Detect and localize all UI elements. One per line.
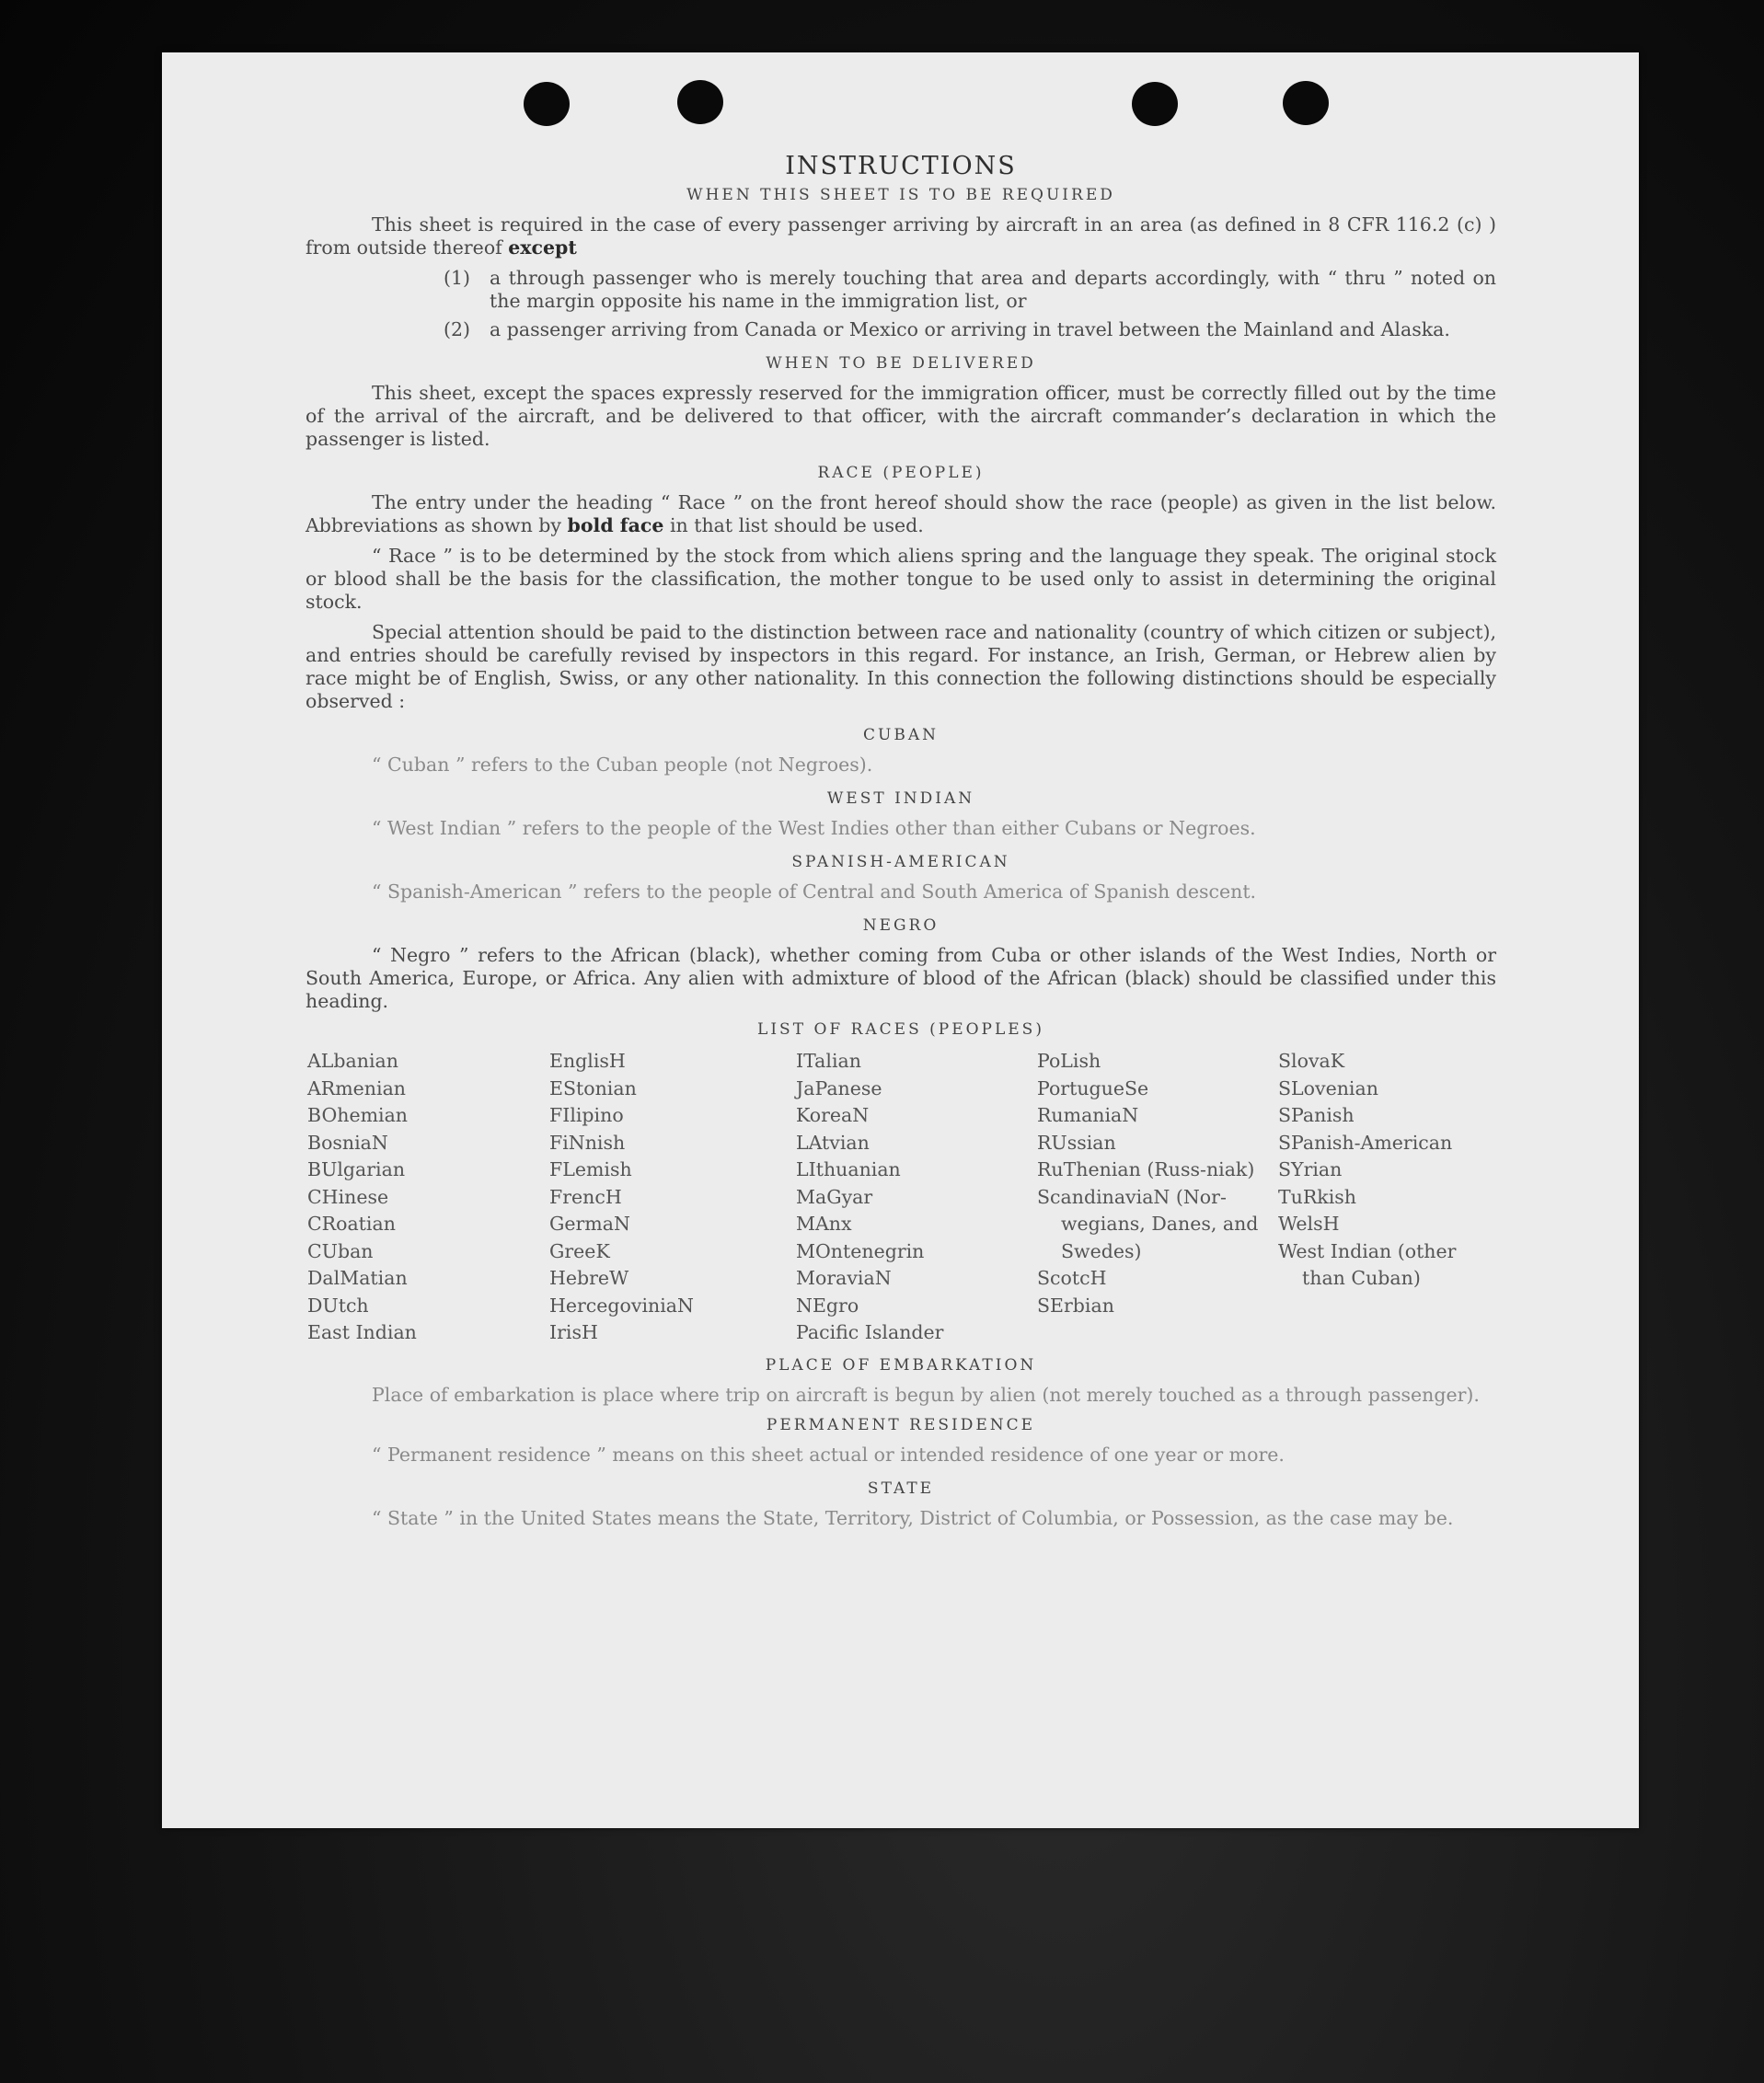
race-item: BOhemian [307,1104,409,1126]
races-column [796,1048,1037,1347]
paragraph: This sheet, except the spaces expressly reserved for the immigration officer, must be correctly filled out by the time of the arrival of the aircraft, and be delivered to that officer, with the aircraft commander’s declaration in which the passenger is listed. [306,382,1496,450]
race-item: CHinese [307,1185,389,1208]
race-item: ALbanian [307,1050,398,1072]
race-item: GreeK [549,1239,610,1262]
race-item: HercegoviniaN [549,1294,694,1317]
section-heading: WHEN TO BE DELIVERED [766,354,1036,373]
race-item: MoraviaN [796,1267,892,1289]
race-item: BosniaN [307,1131,388,1154]
races-column [1037,1048,1278,1347]
paragraph: “ Race ” is to be determined by the stock from which aliens spring and the language they speak. The original stock or blood shall be the basis for the classification, the mother tongue to be used only to assist in determining the original stock. [306,545,1496,613]
race-item: HebreW [549,1267,629,1289]
section-heading: PERMANENT RESIDENCE [766,1415,1036,1434]
race-item: ARmenian [307,1076,406,1099]
bold-text: bold face [567,514,664,536]
section-heading: PLACE OF EMBARKATION [765,1355,1037,1375]
race-item: EStonian [549,1076,637,1099]
races-column [549,1048,796,1347]
race-item: FrencH [549,1185,622,1208]
section-west-indian [306,789,1496,840]
race-item: MaGyar [796,1185,873,1208]
document-title: INSTRUCTIONS [785,152,1017,180]
clause-number: (2) [444,318,471,340]
paragraph: “ Negro ” refers to the African (black), whether coming from Cuba or other islands of the West Indies, North or South America, Europe, or Africa. Any alien with admixture of blood of the African (black) should be classified under this heading. [306,944,1496,1012]
paragraph-text: in that list should be used. [663,514,924,536]
race-item: CRoatian [307,1213,396,1235]
clause [444,318,1496,341]
paragraph: “ Cuban ” refers to the Cuban people (not Negroes). [372,754,873,776]
punch-hole [1283,81,1329,125]
paragraph: “ State ” in the United States means the State, Territory, District of Columbia, or Possession, as the case may be. [372,1506,1454,1529]
section-delivered [306,354,1496,451]
race-item: SErbian [1037,1294,1114,1317]
section-heading: LIST OF RACES (PEOPLES) [757,1020,1044,1039]
section-heading: CUBAN [863,726,939,744]
clause-number: (1) [444,267,471,289]
punch-hole [1132,82,1178,126]
race-item: SLovenian [1278,1076,1378,1099]
section-spanish-american [306,853,1496,903]
race-item: West Indian (other than Cuban) [1278,1239,1457,1289]
race-item: JaPanese [796,1076,882,1099]
document-body [306,152,1496,1539]
race-item: GermaN [549,1213,630,1235]
race-item: East Indian [307,1321,417,1343]
instruction-sheet [162,52,1639,1828]
race-item: RuThenian (Russ-niak) [1037,1158,1255,1180]
race-item: EnglisH [549,1050,626,1072]
race-item: SPanish [1278,1104,1355,1126]
clause [444,267,1496,313]
section-heading: RACE (PEOPLE) [817,464,985,482]
clause-text: a passenger arriving from Canada or Mexico or arriving in travel between the Mainland and Alaska. [490,318,1450,340]
race-item: SYrian [1278,1158,1343,1180]
section-cuban [306,726,1496,777]
paragraph: “ Spanish-American ” refers to the people of Central and South America of Spanish descent. [372,880,1257,903]
section-state [306,1479,1496,1530]
section-heading: SPANISH-AMERICAN [791,853,1010,871]
race-item: BUlgarian [307,1158,406,1180]
section-required [306,186,1496,341]
section-heading: WEST INDIAN [826,789,975,808]
bold-text: except [508,236,577,259]
race-item: RumaniaN [1037,1104,1139,1126]
race-item: FiNnish [549,1131,626,1154]
race-item: LAtvian [796,1131,870,1154]
race-item: SlovaK [1278,1050,1345,1072]
race-item: KoreaN [796,1104,870,1126]
race-item: IrisH [549,1321,598,1343]
paragraph: “ Permanent residence ” means on this sheet actual or intended residence of one year or more. [372,1443,1285,1466]
race-item: LIthuanian [796,1158,901,1180]
paragraph [306,491,1496,537]
race-item: DalMatian [307,1267,408,1289]
race-item: TuRkish [1278,1185,1357,1208]
section-negro [306,916,1496,1013]
paragraph-text: This sheet is required in the case of every passenger arriving by aircraft in an area (as defined in 8 CFR 116.2 (c) ) from outside thereof [306,213,1496,259]
race-item: FIlipino [549,1104,624,1126]
paragraph: Place of embarkation is place where trip on aircraft is begun by alien (not merely touched as a through passenger). [372,1383,1480,1406]
section-residence [306,1416,1496,1467]
race-item: FLemish [549,1158,632,1180]
race-item: ScandinaviaN (Nor-wegians, Danes, and Swedes) [1037,1185,1259,1262]
race-item: PortugueSe [1037,1076,1149,1099]
punch-hole [524,82,570,126]
race-item: RUssian [1037,1131,1116,1154]
race-item: ScotcH [1037,1267,1107,1289]
races-column [307,1048,549,1347]
punch-hole [677,80,723,124]
race-item: SPanish-American [1278,1131,1453,1154]
section-heading: WHEN THIS SHEET IS TO BE REQUIRED [686,186,1115,204]
paragraph: Special attention should be paid to the distinction between race and nationality (country of which citizen or subject), and entries should be carefully revised by inspectors in this regard. For instance, an Irish, German, or Hebrew alien by race might be of English, Swiss, or any other nationality. In this connection the following distinctions should be especially observed : [306,621,1496,712]
race-item: PoLish [1037,1050,1101,1072]
section-embarkation [306,1356,1496,1407]
race-item: DUtch [307,1294,369,1317]
section-heading: NEGRO [862,916,940,935]
race-item: CUban [307,1239,374,1262]
races-list [307,1048,1496,1347]
paragraph [306,213,1496,259]
race-item: WelsH [1278,1213,1340,1235]
section-heading: STATE [867,1479,935,1498]
race-item: NEgro [796,1294,859,1317]
clause-text: a through passenger who is merely touching that area and departs accordingly, with “ thru ” noted on the margin opposite his name in the immigration list, or [490,267,1496,312]
section-race [306,464,1496,713]
races-column [1278,1048,1498,1347]
race-item: Pacific Islander [796,1321,944,1343]
section-list-of-races [306,1020,1496,1347]
race-item: ITalian [796,1050,861,1072]
paragraph: “ West Indian ” refers to the people of the West Indies other than either Cubans or Negroes. [372,817,1256,839]
race-item: MOntenegrin [796,1239,925,1262]
race-item: MAnx [796,1213,852,1235]
paragraph-text: The entry under the heading “ Race ” on the front hereof should show the race (people) as given in the list below. Abbreviations as shown by [306,491,1496,536]
